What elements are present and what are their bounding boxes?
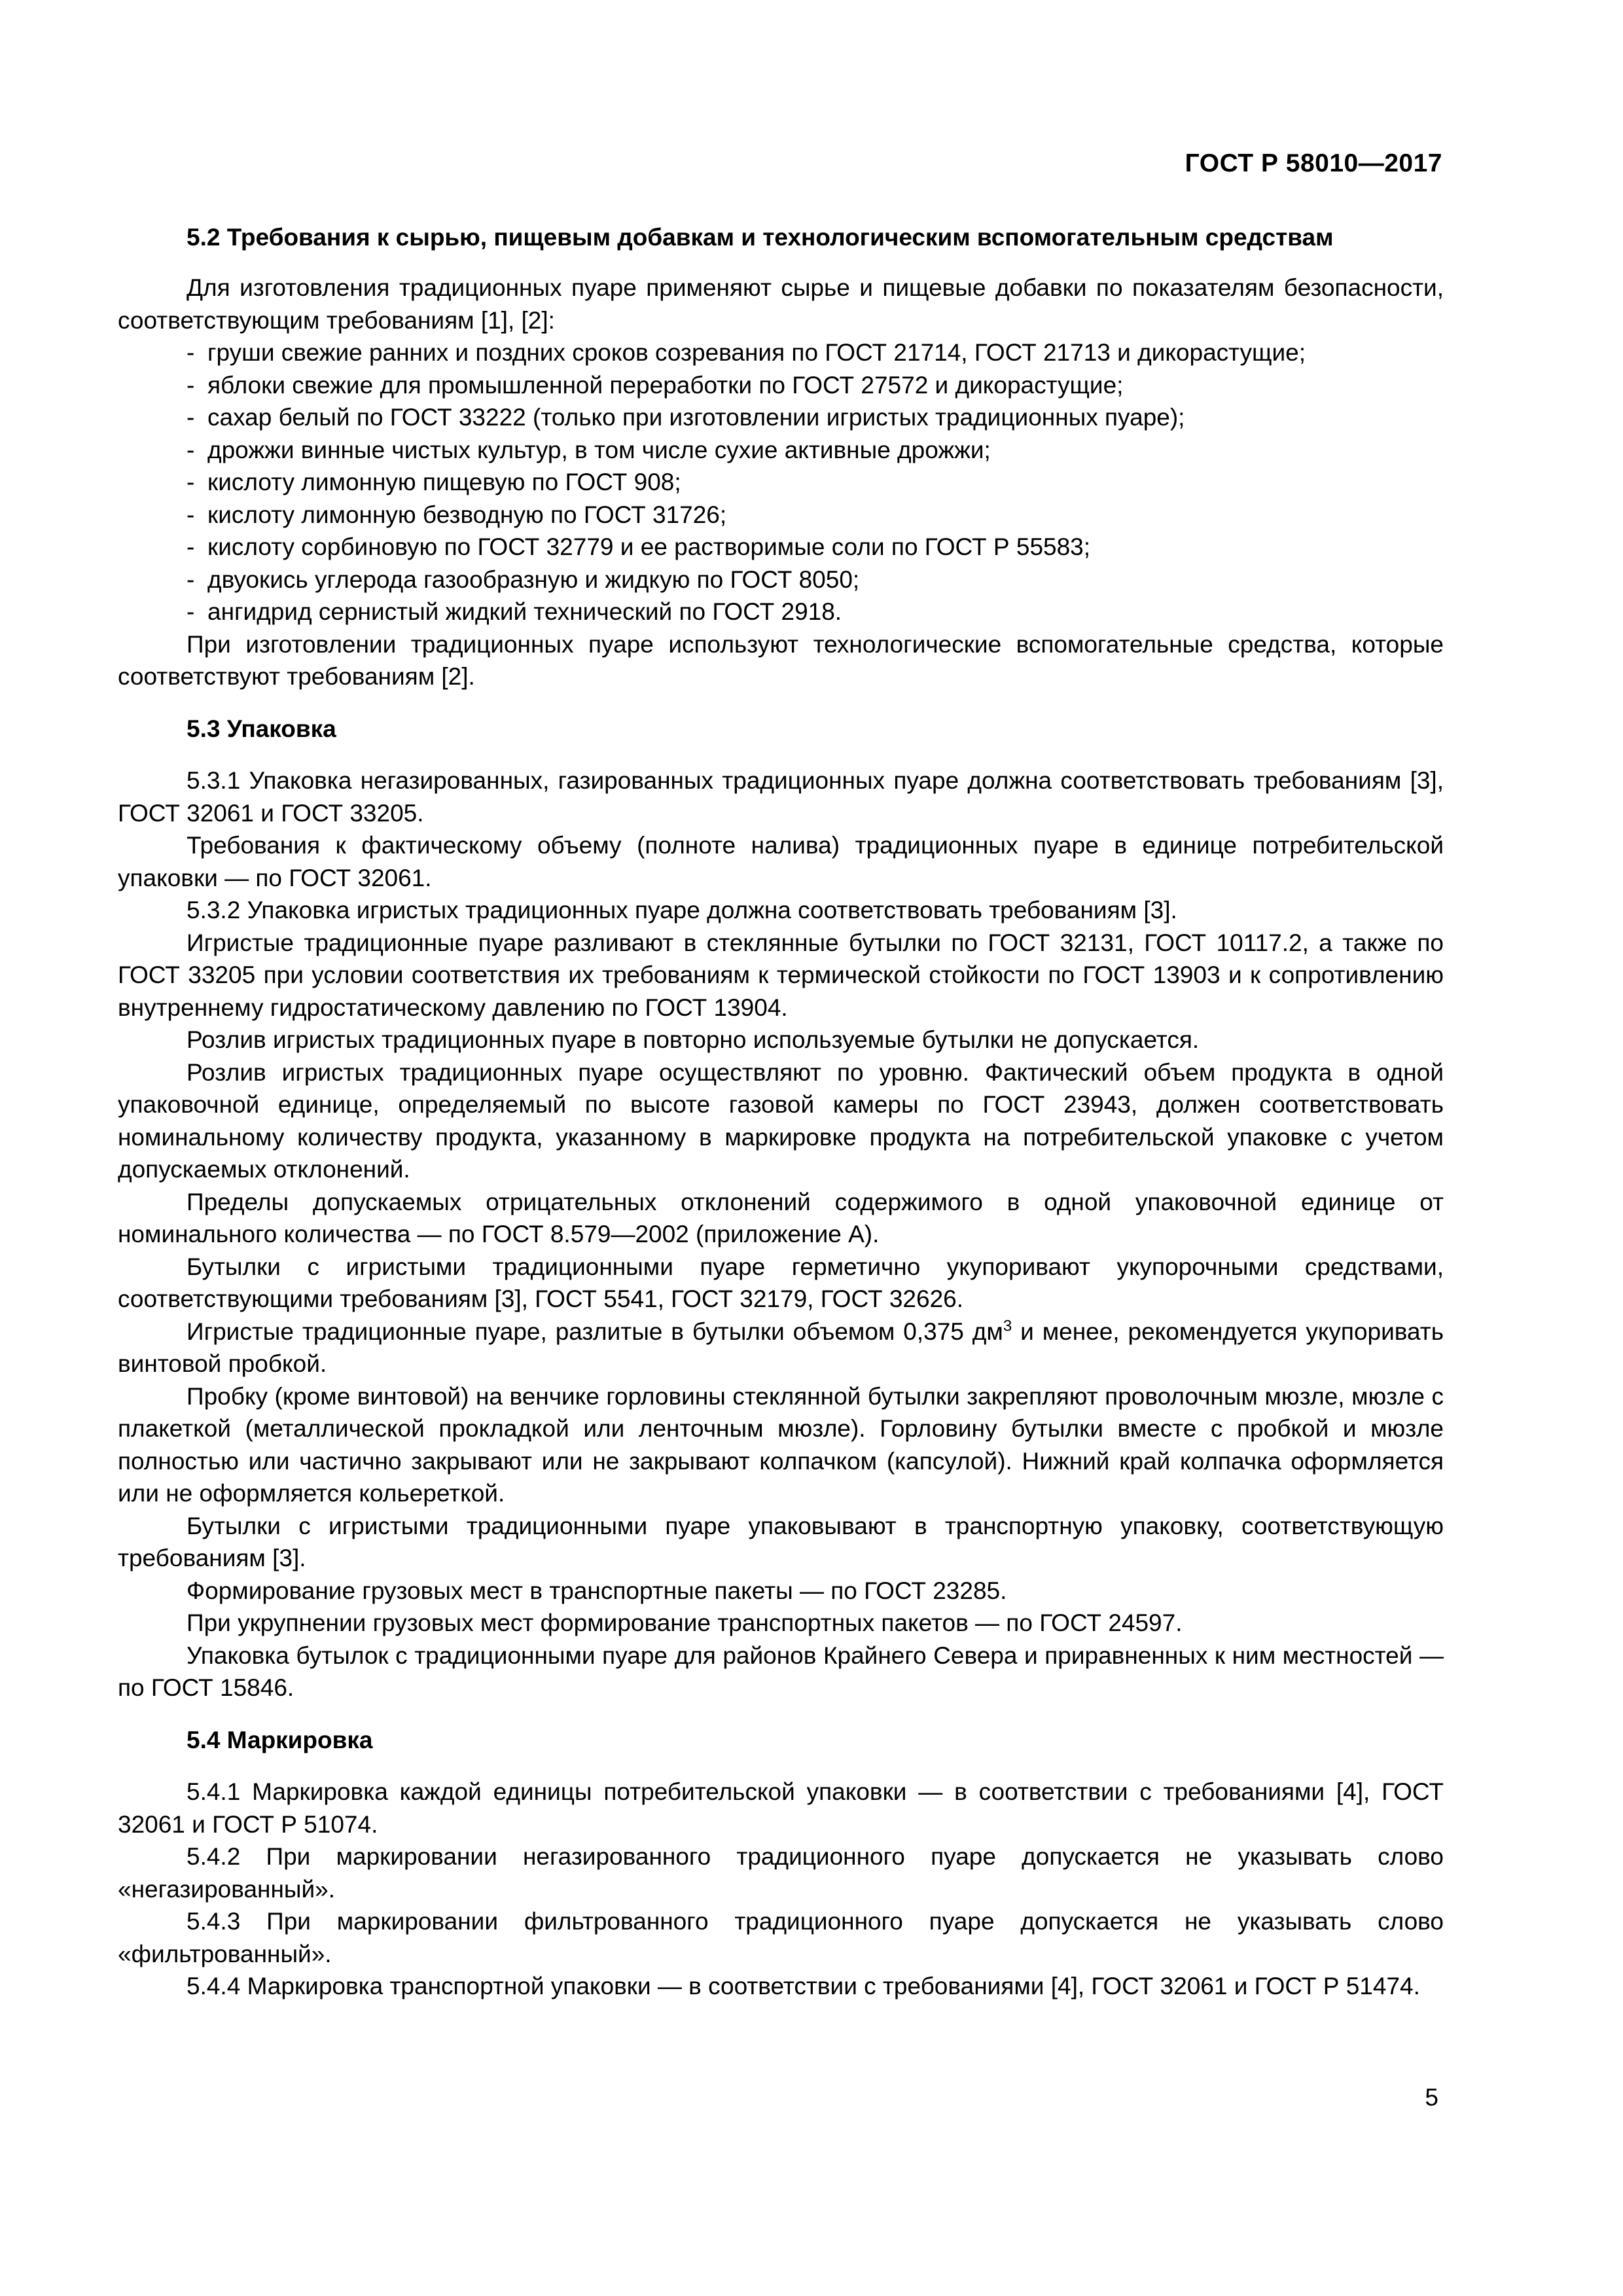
paragraph [118,1316,1444,1380]
dash-marker: - [187,404,195,431]
paragraph: 5.4.1 Маркировка каждой единицы потребительской упаковки — в соответствии с требованиями [4], ГОСТ 32061 и ГОСТ Р 51074. [118,1778,1444,1838]
list-item-text: груши свежие ранних и поздних сроков созревания по ГОСТ 21714, ГОСТ 21713 и дикорастущие; [207,339,1306,366]
section-5-3 [118,713,1444,1704]
paragraph: Формирование грузовых мест в транспортные пакеты — по ГОСТ 23285. [187,1577,1007,1604]
dash-marker: - [187,436,195,463]
section-title: 5.4 Маркировка [187,1726,373,1753]
dash-marker: - [187,339,195,366]
list-item-text: кислоту лимонную безводную по ГОСТ 31726; [207,501,727,528]
list-item [118,596,1444,628]
list-item-text: яблоки свежие для промышленной переработки по ГОСТ 27572 и дикорастущие; [207,371,1124,399]
paragraph: 5.3.2 Упаковка игристых традиционных пуаре должна соответствовать требованиям [3]. [187,897,1177,924]
list-item-text: кислоту лимонную пищевую по ГОСТ 908; [207,469,681,495]
list-item [118,499,1444,531]
paragraph: Требования к фактическому объему (полноте налива) традиционных пуаре в единице потребительской упаковки — по ГОСТ 32061. [118,832,1444,891]
list-item [118,401,1444,434]
paragraph-text: Игристые традиционные пуаре, разлитые в бутылки объемом 0,375 дм [187,1318,1003,1345]
paragraph: Розлив игристых традиционных пуаре в повторно используемые бутылки не допускается. [187,1026,1200,1053]
spacer [118,1704,1444,1724]
paragraph: Розлив игристых традиционных пуаре осуществляют по уровню. Фактический объем продукта в одной упаковочной единице, определяемый по высоте газовой камеры по ГОСТ 23943, должен соответствовать номинальному количеству продукта, указанному в маркировке продукта на потребительской упаковке с учетом допускаемых отклонений. [118,1058,1444,1183]
list-item [118,531,1444,564]
paragraph: 5.4.2 При маркировании негазированного традиционного пуаре допускается не указывать слово «негазированный». [118,1843,1444,1903]
paragraph: Игристые традиционные пуаре разливают в стеклянные бутылки по ГОСТ 32131, ГОСТ 10117.2, а также по ГОСТ 33205 при условии соответствия их требованиям к термической стойкости по ГОСТ 13903 и к сопротивлению внутреннему гидростатическому давлению по ГОСТ 13904. [118,929,1444,1021]
dash-marker: - [187,533,195,560]
dash-marker: - [187,501,195,528]
document-code-header: ГОСТ Р 58010—2017 [1185,149,1442,177]
list-item-text: ангидрид сернистый жидкий технический по ГОСТ 2918. [207,598,842,625]
list-item-text: двуокись углерода газообразную и жидкую по ГОСТ 8050; [207,565,860,593]
paragraph: Упаковка бутылок с традиционными пуаре для районов Крайнего Севера и приравненных к ним местностей — по ГОСТ 15846. [118,1641,1444,1701]
list-item-text: кислоту сорбиновую по ГОСТ 32779 и ее растворимые соли по ГОСТ Р 55583; [207,533,1091,560]
list-item [118,434,1444,467]
list-item [118,466,1444,499]
paragraph: 5.4.3 При маркировании фильтрованного традиционного пуаре допускается не указывать слово «фильтрованный». [118,1908,1444,1967]
list-item [118,336,1444,369]
spacer [118,1756,1444,1776]
page-content [118,223,1444,2003]
paragraph: При изготовлении традиционных пуаре используют технологические вспомогательные средства, которые соответствуют требованиям [2]. [118,630,1444,690]
superscript: 3 [1003,1317,1012,1335]
paragraph: Пределы допускаемых отрицательных отклонений содержимого в одной упаковочной единице от номинального количества — по ГОСТ 8.579—2002 (приложение А). [118,1188,1444,1247]
list-item [118,369,1444,402]
list-item [118,564,1444,596]
list-item-text: сахар белый по ГОСТ 33222 (только при изготовлении игристых традиционных пуаре); [207,404,1185,431]
page-number: 5 [1425,2084,1438,2111]
paragraph: При укрупнении грузовых мест формирование транспортных пакетов — по ГОСТ 24597. [187,1609,1183,1636]
paragraph: 5.4.4 Маркировка транспортной упаковки — в соответствии с требованиями [4], ГОСТ 32061 и ГОСТ Р 51474. [187,1973,1420,2000]
spacer [118,745,1444,764]
paragraph-text: и менее, рекомендуется укупоривать винтовой пробкой. [118,1318,1444,1377]
dash-marker: - [187,598,195,625]
paragraph: Пробку (кроме винтовой) на венчике горловины стеклянной бутылки закрепляют проволочным мюзле, мюзле с плакеткой (металлической прокладкой или ленточным мюзле). Горловину бутылки вместе с пробкой и мюзле полностью или частично закрывают или не закрывают колпачком (капсулой). Нижний край колпачка оформляется или не оформляется кольереткой. [118,1382,1444,1507]
dash-marker: - [187,371,195,399]
dash-marker: - [187,565,195,593]
section-title: 5.2 Требования к сырью, пищевым добавкам и технологическим вспомогательным средствам [187,224,1334,251]
paragraph: Для изготовления традиционных пуаре применяют сырье и пищевые добавки по показателям безопасности, соответствующим требованиям [1], [2]: [118,274,1444,334]
paragraph: 5.3.1 Упаковка негазированных, газированных традиционных пуаре должна соответствовать требованиям [3], ГОСТ 32061 и ГОСТ 33205. [118,767,1444,827]
section-5-4 [118,1724,1444,2003]
spacer [118,252,1444,272]
section-title: 5.3 Упаковка [187,715,336,742]
list-item-text: дрожжи винные чистых культур, в том числе сухие активные дрожжи; [207,436,991,463]
dash-marker: - [187,469,195,495]
section-5-2 [118,223,1444,693]
spacer [118,693,1444,713]
paragraph: Бутылки с игристыми традиционными пуаре упаковывают в транспортную упаковку, соответствующую требованиям [3]. [118,1512,1444,1571]
paragraph: Бутылки с игристыми традиционными пуаре герметично укупоривают укупорочными средствами, соответствующими требованиям [3], ГОСТ 5541, ГОСТ 32179, ГОСТ 32626. [118,1253,1444,1312]
